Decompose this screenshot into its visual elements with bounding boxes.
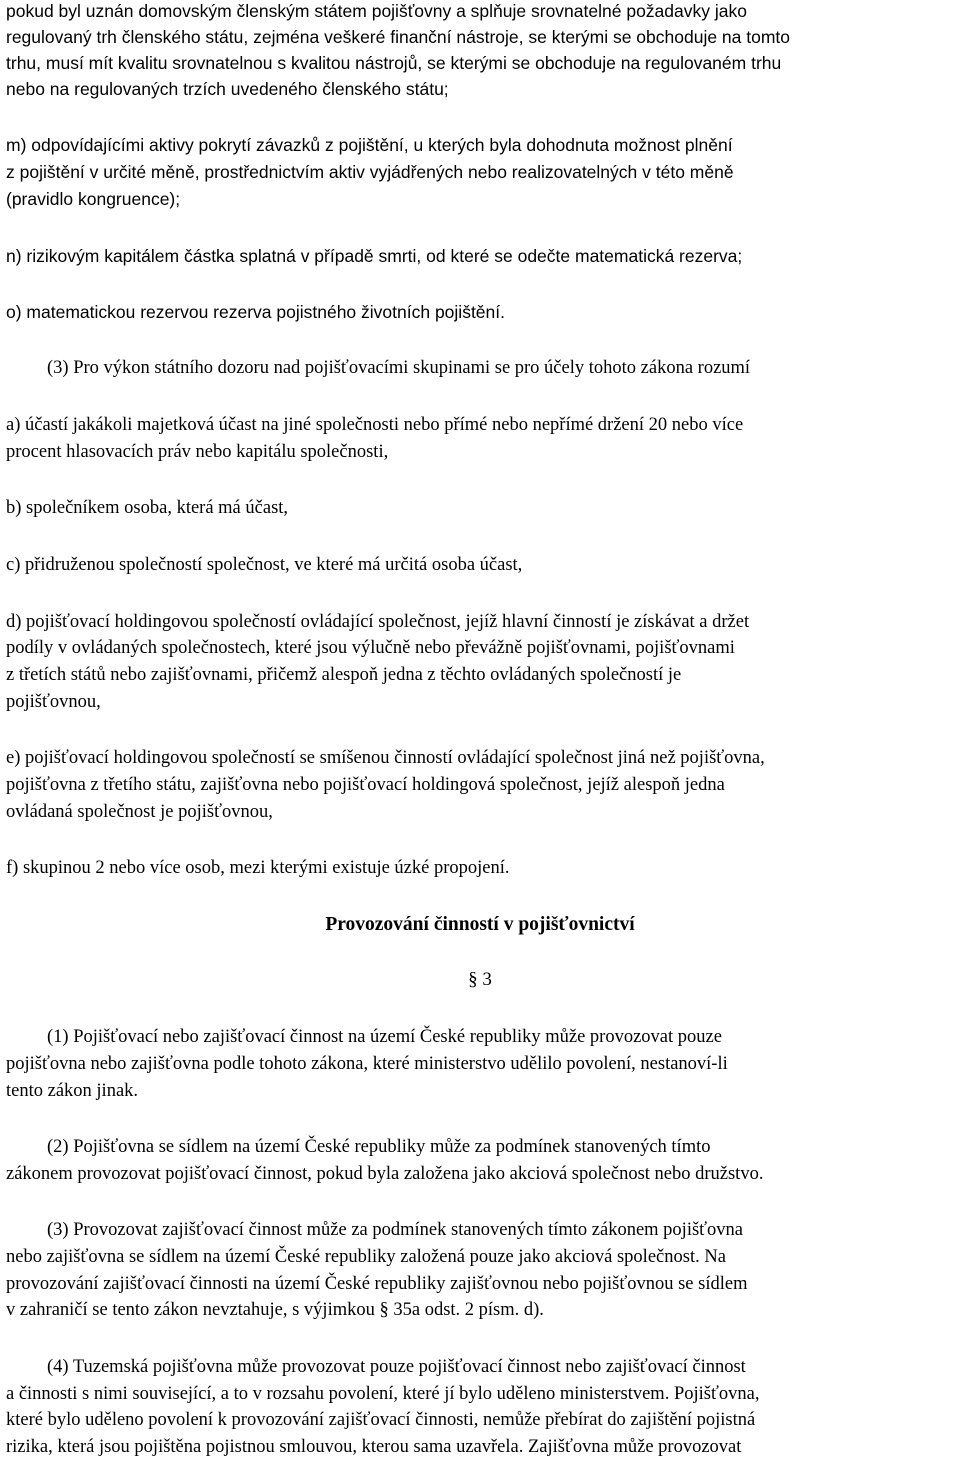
item-e: pojišťovna z třetího státu, zajišťovna nebo pojišťovací holdingová společnost, jejíž alespoň jedna (6, 775, 725, 795)
text-line: nebo na regulovaných trzích uvedeného členského státu; (6, 79, 449, 99)
item-d: z třetích států nebo zajišťovnami, přičemž alespoň jedna z těchto ovládaných společností je (6, 665, 682, 685)
text-line: regulovaný trh členského státu, zejména veškeré finanční nástroje, se kterými se obchoduje na tomto (6, 27, 791, 47)
item-e: ovládaná společnost je pojišťovnou, (6, 802, 273, 822)
paragraph-1: pojišťovna nebo zajišťovna podle tohoto zákona, které ministerstvo udělilo povolení, nestanoví-li (6, 1054, 728, 1074)
paragraph-2: zákonem provozovat pojišťovací činnost, pokud byla založena jako akciová společnost nebo družstvo. (6, 1164, 764, 1184)
text-line: trhu, musí mít kvalitu srovnatelnou s kvalitou nástrojů, se kterými se obchoduje na regulovaném trhu (6, 53, 782, 73)
section-number: § 3 (468, 969, 492, 990)
item-e: e) pojišťovací holdingovou společností se smíšenou činností ovládající společnost jiná než pojišťovna, (6, 748, 765, 768)
text-line: pokud byl uznán domovským členským státem pojišťovny a splňuje srovnatelné požadavky jako (6, 1, 747, 21)
item-m: (pravidlo kongruence); (6, 189, 181, 209)
paragraph-3: (3) Provozovat zajišťovací činnost může za podmínek stanovených tímto zákonem pojišťovna (47, 1220, 744, 1240)
paragraph-4: které bylo uděleno povolení k provozování zajišťovací činnosti, nemůže přebírat do zajištění pojistná (6, 1410, 756, 1430)
item-n: n) rizikovým kapitálem částka splatná v případě smrti, od které se odečte matematická rezerva; (6, 246, 743, 266)
paragraph-3: provozování zajišťovací činnosti na území České republiky zajišťovnou nebo pojišťovnou se sídlem (6, 1274, 748, 1294)
item-o: o) matematickou rezervou rezerva pojistného životních pojištění. (6, 302, 505, 322)
item-b: b) společníkem osoba, která má účast, (6, 498, 289, 518)
paragraph-2: (2) Pojišťovna se sídlem na území České republiky může za podmínek stanovených tímto (47, 1137, 711, 1157)
item-m: m) odpovídajícími aktivy pokrytí závazků z pojištění, u kterých byla dohodnuta možnost plnění (6, 135, 733, 155)
item-f: f) skupinou 2 nebo více osob, mezi kterými existuje úzké propojení. (6, 858, 510, 878)
paragraph-3: nebo zajišťovna se sídlem na území České republiky založená pouze jako akciová společnost. Na (6, 1247, 726, 1267)
item-d: pojišťovnou, (6, 692, 101, 712)
paragraph-4: a činnosti s nimi související, a to v rozsahu povolení, které jí bylo uděleno ministerstvem. Pojišťovna, (6, 1384, 760, 1404)
item-c: c) přidruženou společností společnost, ve které má určitá osoba účast, (6, 555, 523, 575)
paragraph-3: v zahraničí se tento zákon nevztahuje, s výjimkou § 35a odst. 2 písm. d). (6, 1300, 544, 1320)
paragraph-1: (1) Pojišťovací nebo zajišťovací činnost na území České republiky může provozovat pouze (47, 1027, 722, 1047)
paragraph-1: tento zákon jinak. (6, 1081, 139, 1101)
item-m: z pojištění v určité měně, prostřednictvím aktiv vyjádřených nebo realizovatelných v této měně (6, 162, 734, 182)
item-a: a) účastí jakákoli majetková účast na jiné společnosti nebo přímé nebo nepřímé držení 20 nebo více (6, 415, 744, 435)
paragraph-4: rizika, která jsou pojištěna pojistnou smlouvou, kterou sama uzavřela. Zajišťovna může provozovat (6, 1437, 742, 1457)
item-d: podíly v ovládaných společnostech, které jsou výlučně nebo převážně pojišťovnami, pojišťovnami (6, 638, 735, 658)
item-a: procent hlasovacích práv nebo kapitálu společnosti, (6, 442, 389, 462)
section-heading: Provozování činností v pojišťovnictví (325, 914, 635, 935)
item-d: d) pojišťovací holdingovou společností ovládající společnost, jejíž hlavní činností je získávat a držet (6, 612, 750, 632)
paragraph-3-intro: (3) Pro výkon státního dozoru nad pojišťovacími skupinami se pro účely tohoto zákona rozumí (47, 358, 751, 378)
paragraph-4: (4) Tuzemská pojišťovna může provozovat pouze pojišťovací činnost nebo zajišťovací činnost (47, 1357, 746, 1377)
